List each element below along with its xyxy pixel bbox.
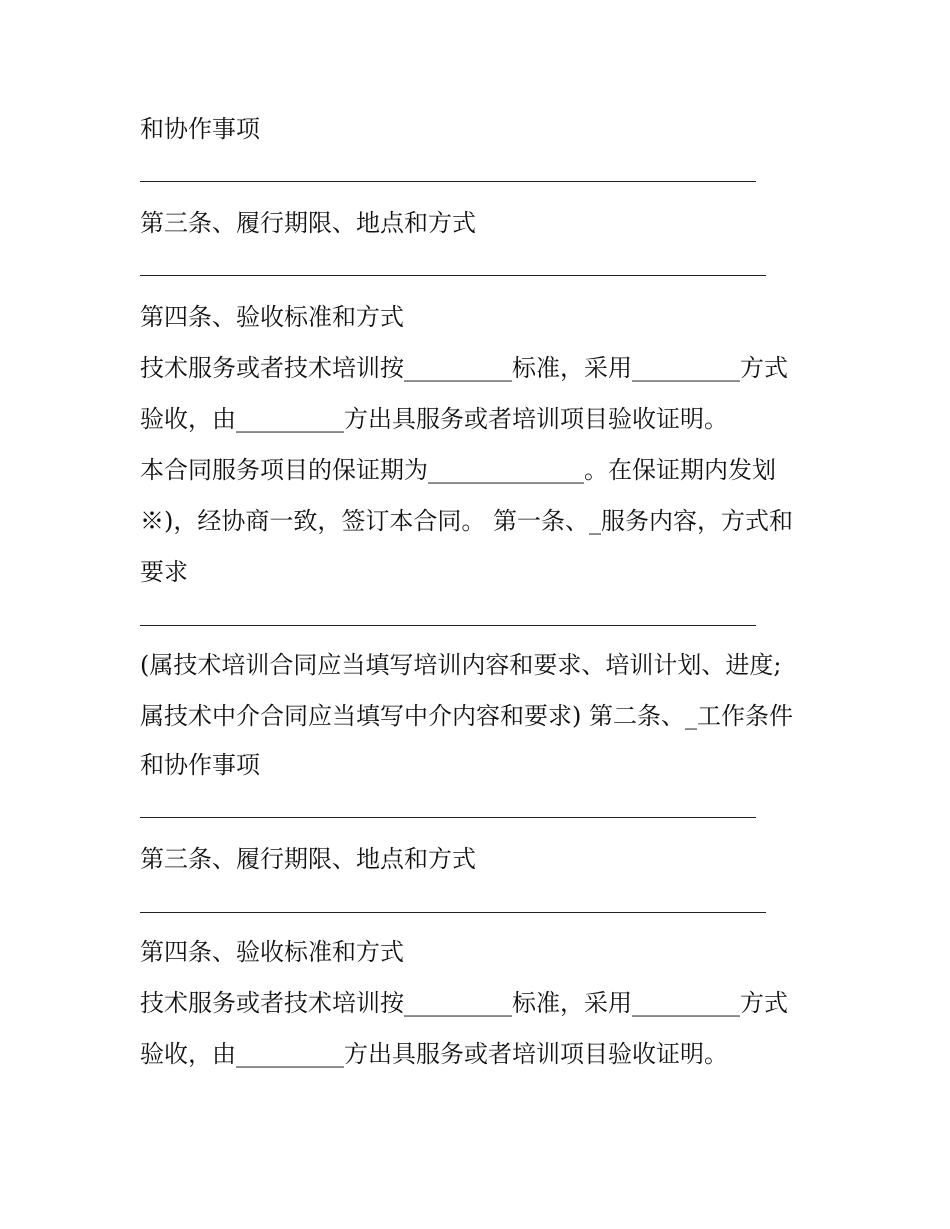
blank-fill-line bbox=[140, 181, 756, 182]
text-line: 验收，由_________方出具服务或者培训项目验收证明。 bbox=[140, 405, 728, 433]
section-heading: 第三条、履行期限、地点和方式 bbox=[140, 209, 476, 237]
section-heading: 第四条、验收标准和方式 bbox=[140, 303, 404, 331]
blank-fill-line bbox=[140, 275, 766, 276]
text-line: 和协作事项 bbox=[140, 115, 260, 143]
blank-fill-line bbox=[140, 817, 756, 818]
section-heading: 第三条、履行期限、地点和方式 bbox=[140, 845, 476, 873]
blank-fill-line bbox=[140, 625, 756, 626]
text-line: ※)，经协商一致，签订本合同。 第一条、_服务内容，方式和 bbox=[140, 507, 793, 535]
text-line: 和协作事项 bbox=[140, 751, 260, 779]
text-line: 要求 bbox=[140, 558, 188, 586]
text-line: 属技术中介合同应当填写中介内容和要求) 第二条、_工作条件 bbox=[140, 702, 793, 730]
blank-fill-line bbox=[140, 912, 766, 913]
text-line: 技术服务或者技术培训按_________标准，采用_________方式 bbox=[140, 354, 788, 382]
text-line: 验收，由_________方出具服务或者培训项目验收证明。 bbox=[140, 1040, 728, 1068]
text-line: 技术服务或者技术培训按_________标准，采用_________方式 bbox=[140, 989, 788, 1017]
section-heading: 第四条、验收标准和方式 bbox=[140, 938, 404, 966]
text-line: (属技术培训合同应当填写培训内容和要求、培训计划、进度; bbox=[140, 651, 782, 679]
text-line: 本合同服务项目的保证期为_____________。在保证期内发划 bbox=[140, 456, 776, 484]
